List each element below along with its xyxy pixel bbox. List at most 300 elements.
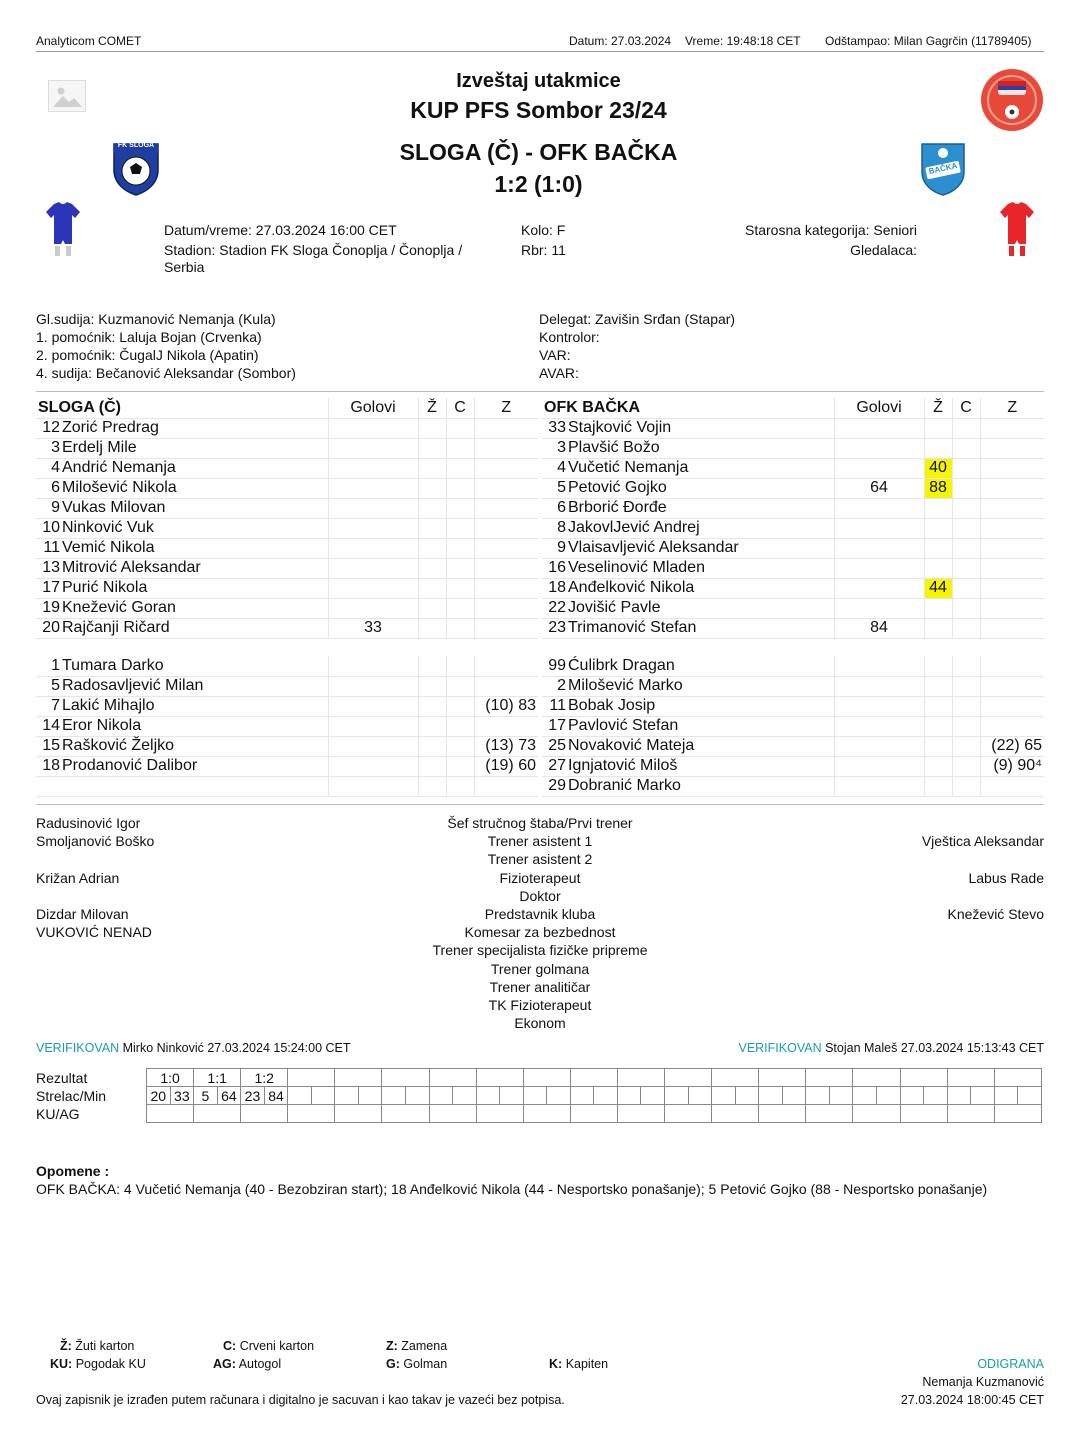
player-substitution: (13) 73 [474, 736, 538, 756]
player-red-card [446, 558, 474, 578]
staff-role: Fizioterapeut [499, 869, 581, 886]
player-goals [328, 478, 418, 498]
player-cell [542, 716, 834, 736]
player-red-card [446, 598, 474, 618]
legend-value: Kapiten [565, 1357, 609, 1371]
player-yellow-card [418, 736, 446, 756]
player-cell [36, 736, 328, 756]
score-scorer-row [147, 1087, 1042, 1105]
player-yellow-card [924, 558, 952, 578]
player-substitution [980, 716, 1044, 736]
player-row [542, 478, 1044, 498]
player-number: 33 [548, 419, 566, 436]
stadium-line-2: Serbia [164, 259, 205, 275]
score-result-row [147, 1069, 1042, 1087]
score-minute-cell [358, 1087, 382, 1105]
warnings-title: Opomene : [36, 1163, 110, 1179]
match-number: Rbr: 11 [521, 242, 566, 258]
player-name: JakovlJević Andrej [568, 519, 700, 536]
player-goals [834, 776, 924, 796]
col-red: C [446, 398, 474, 418]
player-substitution [474, 618, 538, 638]
player-number: 7 [51, 697, 60, 714]
legend-red [223, 1339, 314, 1353]
verified-label: VERIFIKOVAN [36, 1041, 120, 1055]
age-category: Starosna kategorija: Seniori [745, 222, 917, 238]
player-row [542, 518, 1044, 538]
player-number: 18 [548, 579, 566, 596]
col-goals: Golovi [834, 398, 924, 418]
player-goals [328, 676, 418, 696]
player-cell [542, 458, 834, 478]
player-yellow-card [418, 716, 446, 736]
player-red-card [952, 676, 980, 696]
player-row [36, 598, 538, 618]
stadium-line-1: Stadion: Stadion FK Sloga Čonoplja / Čonoplja / [164, 242, 463, 258]
score-minute-cell [594, 1087, 618, 1105]
player-red-card [952, 776, 980, 796]
score-minute-cell: 84 [264, 1087, 288, 1105]
player-yellow-card [418, 776, 446, 796]
score-result-cell [429, 1069, 476, 1087]
score-scorer-cell [900, 1087, 924, 1105]
score-minute-cell [688, 1087, 712, 1105]
player-name: Vukas Milovan [62, 499, 166, 516]
player-substitution [474, 656, 538, 676]
player-row [542, 578, 1044, 598]
player-substitution [980, 696, 1044, 716]
player-substitution [980, 558, 1044, 578]
legend-key: G: [386, 1357, 400, 1371]
attendance: Gledalaca: [850, 242, 917, 258]
player-red-card [446, 716, 474, 736]
staff-role: Trener analitičar [489, 978, 591, 995]
player-red-card [446, 756, 474, 776]
player-substitution [474, 418, 538, 438]
score-minute-cell [782, 1087, 806, 1105]
home-subs-table [36, 656, 538, 797]
score-result-cell [994, 1069, 1041, 1087]
home-staff-member: Smoljanović Boško [36, 833, 155, 850]
score-scorer-cell [947, 1087, 971, 1105]
player-yellow-card [418, 598, 446, 618]
staff-role: Trener golmana [490, 960, 590, 977]
player-cell [36, 696, 328, 716]
legend-value: Crveni karton [239, 1339, 315, 1353]
player-number: 18 [42, 757, 60, 774]
legend-owngoal [213, 1357, 281, 1371]
player-name: Tumara Darko [62, 656, 164, 674]
score-result-cell: 1:1 [194, 1069, 241, 1087]
player-row [36, 498, 538, 518]
player-yellow-card [418, 518, 446, 538]
player-name: Knežević Goran [62, 599, 176, 616]
legend-key: Z: [386, 1339, 398, 1353]
player-red-card [446, 538, 474, 558]
player-row [542, 558, 1044, 578]
player-number: 5 [557, 479, 566, 496]
player-substitution [474, 578, 538, 598]
away-logo-text: BAČKA [927, 161, 959, 176]
player-number: 25 [548, 737, 566, 754]
score-ku-cell [853, 1105, 900, 1123]
player-name: Petović Gojko [568, 479, 667, 496]
player-name: Ćulibrk Dragan [568, 656, 675, 674]
player-goals: 84 [834, 618, 924, 638]
player-red-card [952, 736, 980, 756]
player-substitution [474, 716, 538, 736]
player-row [542, 656, 1044, 676]
player-red-card [446, 776, 474, 796]
player-goals [328, 578, 418, 598]
player-name: Eror Nikola [62, 717, 142, 734]
print-time: Vreme: 19:48:18 CET [685, 34, 801, 48]
player-cell [36, 478, 328, 498]
player-goals [328, 558, 418, 578]
legend-value: Žuti karton [75, 1339, 135, 1353]
player-yellow-card [418, 478, 446, 498]
score-ku-cell [288, 1105, 335, 1123]
score-ku-cell [241, 1105, 288, 1123]
signer-name: Nemanja Kuzmanović [922, 1375, 1044, 1389]
player-goals [834, 676, 924, 696]
score-ku-cell [335, 1105, 382, 1123]
legend-sub [386, 1339, 447, 1353]
player-red-card [446, 676, 474, 696]
player-number: 1 [51, 656, 60, 674]
player-yellow-card [418, 656, 446, 676]
player-cell [36, 598, 328, 618]
score-scorer-cell: 23 [241, 1087, 265, 1105]
score-minute-cell [406, 1087, 430, 1105]
score-result-cell [712, 1069, 759, 1087]
home-staff-member: VUKOVIĆ NENAD [36, 924, 152, 941]
player-number: 3 [557, 439, 566, 456]
player-substitution [474, 676, 538, 696]
player-cell [542, 538, 834, 558]
player-goals [328, 538, 418, 558]
staff-role: Trener asistent 2 [487, 851, 593, 868]
score-scorer-cell [712, 1087, 736, 1105]
player-row [542, 458, 1044, 478]
player-yellow-card [418, 756, 446, 776]
player-red-card [446, 498, 474, 518]
player-goals [328, 736, 418, 756]
player-substitution [474, 538, 538, 558]
match-score: 1:2 (1:0) [494, 171, 583, 197]
competition-name: KUP PFS Sombor 23/24 [410, 97, 667, 123]
player-name: Veselinović Mladen [568, 559, 705, 576]
player-number: 6 [51, 479, 60, 496]
player-red-card [446, 618, 474, 638]
avar: AVAR: [539, 365, 579, 381]
player-yellow-card [924, 438, 952, 458]
player-cell [36, 716, 328, 736]
score-ku-cell [900, 1105, 947, 1123]
legend-key: KU: [50, 1357, 73, 1371]
player-number: 29 [548, 777, 566, 794]
player-cell [542, 498, 834, 518]
player-name: Prodanović Dalibor [62, 757, 198, 774]
player-name: Jovišić Pavle [568, 599, 661, 616]
score-result-cell [288, 1069, 335, 1087]
player-goals [328, 498, 418, 518]
score-scorer-cell [994, 1087, 1018, 1105]
home-staff-list [36, 814, 336, 941]
team-name: OFK BAČKA [542, 398, 834, 418]
player-cell [542, 696, 834, 716]
score-table-labels [36, 1069, 106, 1123]
player-goals [328, 656, 418, 676]
player-row [542, 618, 1044, 638]
player-yellow-card: 88 [924, 478, 952, 498]
player-goals [834, 696, 924, 716]
player-yellow-card [418, 696, 446, 716]
player-row [36, 756, 538, 776]
score-result-cell: 1:0 [147, 1069, 194, 1087]
player-row [36, 736, 538, 756]
score-result-cell [947, 1069, 994, 1087]
player-yellow-card [924, 676, 952, 696]
player-yellow-card [418, 538, 446, 558]
player-cell [36, 656, 328, 676]
player-goals [328, 756, 418, 776]
score-ku-cell [759, 1105, 806, 1123]
player-name: Vučetić Nemanja [568, 459, 689, 476]
score-scorer-cell [570, 1087, 594, 1105]
player-number: 19 [42, 599, 60, 616]
player-name: Radosavljević Milan [62, 677, 204, 694]
home-staff-member: Radusinović Igor [36, 815, 141, 831]
score-minute-cell [876, 1087, 900, 1105]
score-result-cell: 1:2 [241, 1069, 288, 1087]
player-goals [328, 776, 418, 796]
player-goals: 33 [328, 618, 418, 638]
officials-left [36, 310, 296, 382]
score-scorer-cell [429, 1087, 453, 1105]
staff-role: Trener asistent 1 [487, 833, 593, 850]
player-number: 5 [51, 677, 60, 694]
player-cell [542, 558, 834, 578]
legend-goalkeeper [386, 1357, 447, 1371]
player-cell [36, 558, 328, 578]
player-name: Pavlović Stefan [568, 717, 679, 734]
score-result-cell [335, 1069, 382, 1087]
player-goals [328, 438, 418, 458]
player-cell [36, 776, 328, 796]
player-substitution [980, 676, 1044, 696]
player-red-card [952, 478, 980, 498]
player-substitution [474, 438, 538, 458]
player-name: Vlaisavljević Aleksandar [568, 539, 739, 556]
player-row [542, 736, 1044, 756]
player-yellow-card [924, 656, 952, 676]
staff-role: Trener specijalista fizičke pripreme [432, 942, 648, 959]
player-name: Vemić Nikola [62, 539, 155, 556]
legend-key: AG: [213, 1357, 236, 1371]
staff-divider [36, 804, 1044, 805]
player-cell [36, 498, 328, 518]
player-red-card [952, 458, 980, 478]
player-red-card [446, 478, 474, 498]
label-penalty-owngoal: KU/AG [36, 1106, 80, 1122]
score-scorer-cell [853, 1087, 877, 1105]
player-number: 23 [548, 619, 566, 636]
col-yellow: Ž [418, 398, 446, 418]
player-substitution [474, 518, 538, 538]
header-divider [36, 51, 1044, 52]
player-cell [36, 756, 328, 776]
match-datetime: Datum/vreme: 27.03.2024 16:00 CET [164, 222, 397, 238]
col-sub: Z [474, 398, 538, 418]
player-cell [542, 676, 834, 696]
player-substitution [980, 478, 1044, 498]
player-row [542, 498, 1044, 518]
score-ku-cell [994, 1105, 1041, 1123]
legend-key: K: [549, 1357, 563, 1371]
player-yellow-card [924, 538, 952, 558]
report-title: Izveštaj utakmice [456, 70, 621, 92]
player-name: Purić Nikola [62, 579, 148, 596]
player-yellow-card [924, 598, 952, 618]
player-row [36, 676, 538, 696]
player-yellow-card [418, 618, 446, 638]
player-red-card [446, 438, 474, 458]
away-staff-member: Vještica Aleksandar [921, 833, 1044, 850]
player-name: Erdelj Mile [62, 439, 137, 456]
match-status: ODIGRANA [977, 1357, 1044, 1371]
player-number: 17 [548, 717, 566, 734]
signed-at: 27.03.2024 18:00:45 CET [900, 1393, 1044, 1407]
verified-label: VERIFIKOVAN [738, 1041, 822, 1055]
player-substitution [474, 498, 538, 518]
player-row [542, 716, 1044, 736]
player-substitution [980, 538, 1044, 558]
player-yellow-card [418, 578, 446, 598]
player-goals [834, 716, 924, 736]
player-number: 11 [43, 539, 60, 556]
score-result-cell [806, 1069, 853, 1087]
player-cell [542, 656, 834, 676]
player-goals [834, 458, 924, 478]
player-goals [328, 518, 418, 538]
player-name: Milošević Nikola [62, 479, 177, 496]
score-scorer-cell [806, 1087, 830, 1105]
player-cell [542, 776, 834, 796]
controller: Kontrolor: [539, 329, 600, 345]
player-row [36, 418, 538, 438]
col-red: C [952, 398, 980, 418]
staff-role: Komesar za bezbednost [464, 924, 616, 941]
player-yellow-card [418, 676, 446, 696]
player-yellow-card [418, 558, 446, 578]
player-row [36, 518, 538, 538]
player-substitution [474, 776, 538, 796]
player-substitution [980, 656, 1044, 676]
player-row [36, 478, 538, 498]
player-goals [328, 458, 418, 478]
staff-role: TK Fizioterapeut [488, 996, 592, 1013]
player-number: 6 [557, 499, 566, 516]
player-yellow-card [924, 696, 952, 716]
player-row [36, 458, 538, 478]
score-scorer-cell [288, 1087, 312, 1105]
player-cell [542, 618, 834, 638]
player-red-card [952, 418, 980, 438]
player-substitution [474, 478, 538, 498]
away-staff-member: Knežević Stevo [947, 905, 1044, 922]
player-red-card [952, 756, 980, 776]
player-red-card [952, 498, 980, 518]
away-staff-member [744, 814, 1044, 832]
legend-key: Ž: [60, 1339, 72, 1353]
staff-role: Šef stručnog štaba/Prvi trener [447, 815, 633, 831]
player-cell [542, 598, 834, 618]
player-yellow-card [924, 716, 952, 736]
score-ku-row [147, 1105, 1042, 1123]
score-grid [146, 1068, 1042, 1123]
player-substitution: (10) 83 [474, 696, 538, 716]
score-result-cell [759, 1069, 806, 1087]
legend-key: C: [223, 1339, 237, 1353]
player-number: 14 [42, 717, 60, 734]
away-staff-member [744, 923, 1044, 941]
col-sub: Z [980, 398, 1044, 418]
score-result-cell [617, 1069, 664, 1087]
player-red-card [952, 538, 980, 558]
legend-penalty [50, 1357, 146, 1371]
score-ku-cell [806, 1105, 853, 1123]
player-substitution [980, 498, 1044, 518]
player-number: 27 [548, 757, 566, 774]
player-substitution [980, 598, 1044, 618]
player-substitution [980, 578, 1044, 598]
player-number: 20 [42, 619, 60, 636]
player-cell [36, 518, 328, 538]
score-scorer-cell [759, 1087, 783, 1105]
home-verification [36, 1041, 351, 1055]
home-staff-member [36, 850, 336, 868]
score-minute-cell [735, 1087, 759, 1105]
score-ku-cell [665, 1105, 712, 1123]
score-ku-cell [429, 1105, 476, 1123]
player-red-card [446, 736, 474, 756]
player-red-card [952, 518, 980, 538]
player-goals [834, 756, 924, 776]
player-cell [36, 618, 328, 638]
staff-role: Ekonom [514, 1015, 566, 1032]
home-kit-icon [46, 202, 80, 263]
print-date: Datum: 27.03.2024 [569, 34, 672, 48]
player-row [542, 598, 1044, 618]
player-goals [834, 598, 924, 618]
score-scorer-cell [335, 1087, 359, 1105]
app-name: Analyticom COMET [36, 34, 142, 48]
player-row [542, 696, 1044, 716]
score-ku-cell [617, 1105, 664, 1123]
player-name: Brborić Đorđe [568, 499, 667, 516]
home-staff-member [36, 887, 336, 905]
player-yellow-card [924, 756, 952, 776]
home-logo-text: FK SLOGA [117, 142, 155, 149]
player-goals [328, 598, 418, 618]
player-row [36, 618, 538, 638]
player-row [36, 696, 538, 716]
player-goals [328, 418, 418, 438]
away-team-logo [918, 140, 968, 196]
player-number: 22 [548, 599, 566, 616]
player-cell [542, 518, 834, 538]
